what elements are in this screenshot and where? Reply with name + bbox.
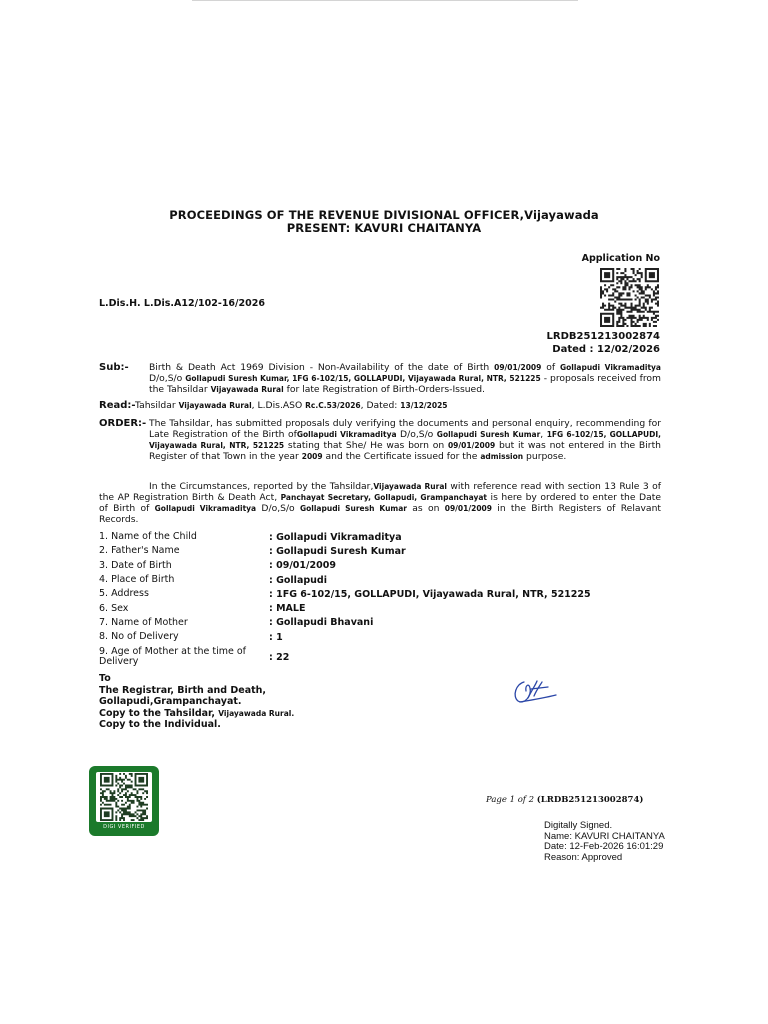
qr-finder-pattern [135, 773, 148, 786]
circumstances-paragraph: In the Circumstances, reported by the Tahsildar,Vijayawada Rural with reference read with section 13 Rule 3 of the AP Registration Birth & Death Act, Panchayat Secretary, Gollapudi, Grampanchayat is here by ordered to enter the Date of Birth of Gollapudi Vikramaditya D/o,S/o Gollapudi Suresh Kumar as on 09/01/2009 in the Birth Registers of Relavant Records. [99, 481, 662, 525]
details-row-sex: 6. Sex : MALE [99, 602, 306, 615]
details-row-place-of-birth: 4. Place of Birth : Gollapudi [99, 574, 327, 586]
read-text: Tahsildar Vijayawada Rural, L.Dis.ASO Rc.C.53/2026, Dated: 13/12/2025 [135, 400, 448, 411]
digital-signer-name: Name: KAVURI CHAITANYA [544, 830, 665, 842]
recipients-block [99, 673, 294, 731]
application-no-label: Application No [581, 253, 660, 264]
details-row-no-of-delivery: 8. No of Delivery : 1 [99, 631, 283, 643]
registrar-line: The Registrar, Birth and Death, [99, 684, 267, 696]
ldis-reference: L.Dis.H. L.Dis.A12/102-16/2026 [99, 298, 265, 309]
page-number: Page 1 of 2 [486, 795, 535, 805]
to-line: To [99, 673, 111, 684]
subject-section [99, 362, 661, 395]
digital-signature-block [544, 821, 665, 863]
details-row-mother-name: 7. Name of Mother : Gollapudi Bhavani [99, 616, 374, 629]
digi-verified-caption: DIGI VERIFIED [103, 824, 145, 830]
subject-label: Sub:- [99, 362, 129, 373]
details-row-child-name: 1. Name of the Child : Gollapudi Vikramaditya [99, 531, 402, 543]
top-rule [192, 0, 578, 1]
grampanchayat-line: Gollapudi,Grampanchayat. [99, 696, 242, 708]
copy-tahsildar-line: Copy to the Tahsildar, Vijayawada Rural. [99, 707, 295, 719]
proceedings-title: PROCEEDINGS OF THE REVENUE DIVISIONAL OFFICER,Vijayawada [169, 208, 599, 222]
qr-finder-pattern [100, 808, 113, 821]
details-row-address: 5. Address : 1FG 6-102/15, GOLLAPUDI, Vijayawada Rural, NTR, 521225 [99, 588, 591, 600]
copy-individual-line: Copy to the Individual. [99, 719, 221, 731]
page-footer [486, 795, 643, 805]
subject-text: Birth & Death Act 1969 Division - Non-Availability of the date of Birth 09/01/2009 of Gollapudi Vikramaditya D/o,S/o Gollapudi Suresh Kumar, 1FG 6-102/15, GOLLAPUDI, Vijayawada Rural, NTR, 521225 - proposals received from the Tahsildar Vijayawada Rural for late Registration of Birth-Orders-Issued. [149, 362, 661, 395]
order-text: The Tahsildar, has submitted proposals duly verifying the documents and personal enquiry, recommending for Late Registration of the Birth ofGollapudi Vikramaditya D/o,S/o Gollapudi Suresh Kumar, 1FG 6-102/15, GOLLAPUDI, Vijayawada Rural, NTR, 521225 stating that She/ He was born on 09/01/2009 but it was not entered in the Birth Register of that Town in the year 2009 and the Certificate issued for the admission purpose. [149, 418, 661, 462]
badge-qr-code [100, 773, 148, 821]
details-row-mother-age: 9. Age of Mother at the time of Delivery : 22 [99, 646, 290, 668]
qr-finder-pattern [600, 268, 614, 282]
qr-finder-pattern [600, 313, 614, 327]
details-row-date-of-birth: 3. Date of Birth : 09/01/2009 [99, 559, 336, 572]
digital-sign-reason: Reason: Approved [544, 851, 623, 863]
order-label: ORDER:- [99, 418, 147, 429]
qr-code-icon [599, 268, 660, 327]
application-number: LRDB251213002874 [546, 331, 660, 342]
qr-finder-pattern [645, 268, 659, 282]
details-row-father-name: 2. Father's Name : Gollapudi Suresh Kumar [99, 545, 406, 557]
digi-verified-badge-icon [89, 766, 159, 836]
digital-signed-line: Digitally Signed. [544, 820, 613, 831]
digital-sign-date: Date: 12-Feb-2026 16:01:29 [544, 841, 664, 852]
handwritten-signature-icon [510, 676, 558, 706]
birth-details-table [99, 530, 661, 670]
page-reference: (LRDB251213002874) [536, 795, 644, 805]
application-date: Dated : 12/02/2026 [552, 344, 660, 355]
order-section [99, 418, 661, 462]
read-section [99, 400, 661, 411]
qr-finder-pattern [100, 773, 113, 786]
read-label: Read:- [99, 400, 136, 411]
present-officer: PRESENT: KAVURI CHAITANYA [286, 221, 482, 235]
